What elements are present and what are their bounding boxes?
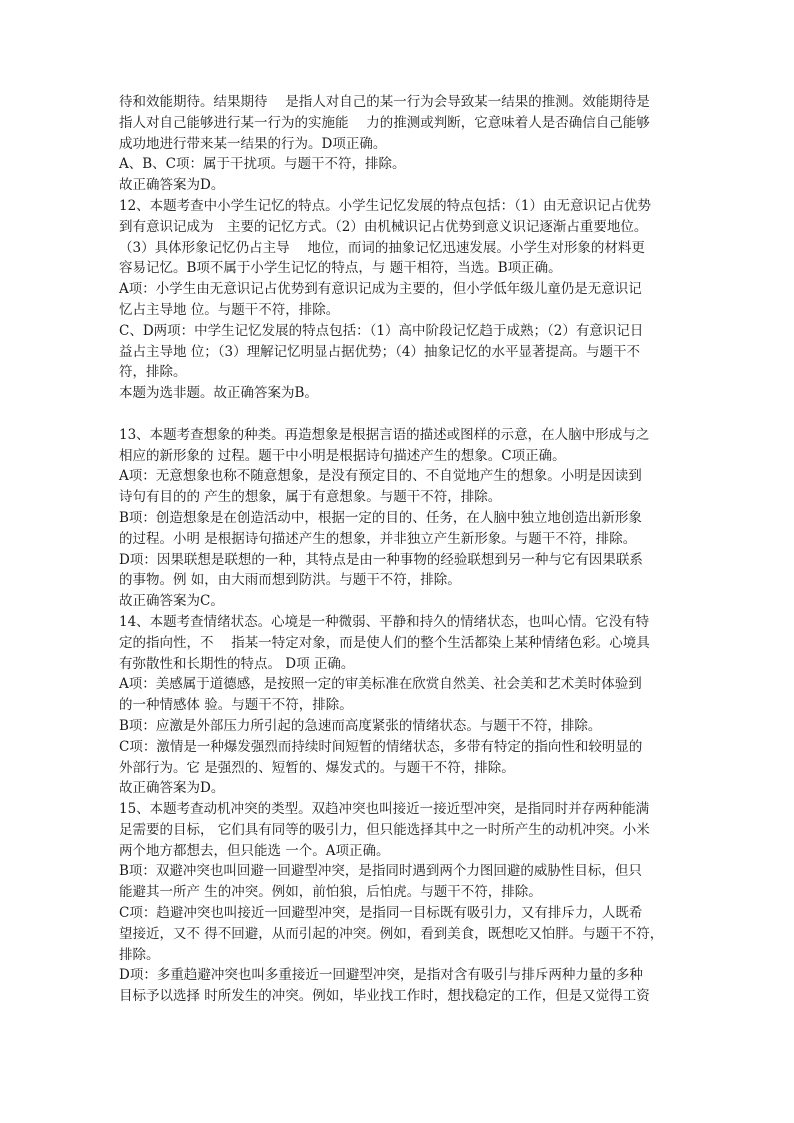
text-line: 本题为选非题。故正确答案为B。: [119, 385, 318, 402]
text-line: 益占主导地 位；（3）理解记忆明显占据优势；（4）抽象记忆的水平显著提高。与题干不: [119, 343, 640, 360]
text-line: B项：创造想象是在创造活动中，根据一定的目的、任务，在人脑中独立地创造出新形象: [119, 509, 642, 526]
text-line: 有弥散性和长期性的特点。 D项 正确。: [119, 655, 355, 672]
text-line: 13、本题考查想象的种类。再造想象是根据言语的描述或图样的示意，在人脑中形成与之: [119, 426, 650, 443]
text-line: B项：双避冲突也叫回避一回避型冲突，是指同时遇到两个力图回避的威胁性目标，但只: [119, 863, 642, 880]
text-line: C项：趋避冲突也叫接近一回避型冲突，是指同一目标既有吸引力，又有排斥力，人既希: [119, 905, 643, 922]
text-line: A、B、C项：属于干扰项。与题干不符，排除。: [119, 156, 406, 173]
text-line: D项：多重趋避冲突也叫多重接近一回避型冲突，是指对含有吸引与排斥两种力量的多种: [119, 967, 643, 984]
text-line: 忆占主导地 位。与题干不符，排除。: [119, 301, 340, 318]
text-line: A项：美感属于道德感，是按照一定的审美标准在欣赏自然美、社会美和艺术美时体验到: [119, 676, 642, 693]
text-line: 目标予以选择 时所发生的冲突。例如，毕业找工作时，想找稳定的工作，但是又觉得工资: [119, 988, 650, 1005]
text-line: 待和效能期待。结果期待 是指人对自己的某一行为会导致某一结果的推测。效能期待是: [119, 94, 650, 110]
text-line: 外部行为。它 是强烈的、短暂的、爆发式的。与题干不符，排除。: [119, 759, 515, 776]
text-line: C项：激情是一种爆发强烈而持续时间短暂的情绪状态，多带有特定的指向性和较明显的: [119, 738, 643, 755]
text-line: A项：小学生由无意识记占优势到有意识记成为主要的，但小学低年级儿童仍是无意识记: [119, 281, 642, 298]
text-line: 两个地方都想去，但只能选 一个。A项正确。: [119, 842, 390, 859]
text-line: 成功地进行带来某一结果的行为。D项正确。: [119, 135, 387, 152]
text-line: B项：应激是外部压力所引起的急速而高度紧张的情绪状态。与题干不符，排除。: [119, 717, 602, 734]
text-line: 足需要的目标， 它们具有同等的吸引力，但只能选择其中之一时所产生的动机冲突。小米: [119, 821, 650, 838]
text-line: C、D两项：中学生记忆发展的特点包括：（1）高中阶段记忆趋于成熟；（2）有意识记日: [119, 322, 644, 339]
document-body: [119, 92, 685, 1007]
text-line: D项：因果联想是联想的一种，其特点是由一种事物的经验联想到另一种与它有因果联系: [119, 551, 643, 568]
text-line: 符，排除。: [119, 364, 187, 381]
text-line: 相应的新形象的 过程。题干中小明是根据诗句描述产生的想象。C项正确。: [119, 447, 566, 464]
text-line: （3）具体形象记忆仍占主导 地位，而词的抽象记忆迅速发展。小学生对形象的材料更: [119, 239, 645, 256]
text-line: 排除。: [119, 946, 160, 963]
text-line: 能避其一所产 生的冲突。例如，前怕狼，后怕虎。与题干不符，排除。: [119, 884, 542, 901]
text-line: 诗句有目的的 产生的想象，属于有意想象。与题干不符，排除。: [119, 489, 502, 506]
text-line: 的事物。例 如，由大雨而想到防洪。与题干不符，排除。: [119, 572, 461, 589]
text-line: 故正确答案为C。: [119, 593, 224, 610]
text-line: 指人对自己能够进行某一行为的实施能 力的推测或判断，它意味着人是否确信自己能够: [119, 114, 650, 131]
text-line: 故正确答案为D。: [119, 177, 225, 194]
text-line: 容易记忆。B项不属于小学生记忆的特点，与 题干相符，当选。B项正确。: [119, 260, 562, 277]
blank-line: [119, 404, 685, 425]
text-line: A项：无意想象也称不随意想象，是没有预定目的、不自觉地产生的想象。小明是因读到: [119, 468, 642, 485]
text-line: 的一种情感体 验。与题干不符，排除。: [119, 697, 353, 714]
text-line: 的过程。小明 是根据诗句描述产生的想象，并非独立产生新形象。与题干不符，排除。: [119, 530, 637, 547]
text-line: 14、本题考查情绪状态。心境是一种微弱、平静和持久的情绪状态，也叫心情。它没有特: [119, 613, 650, 630]
text-line: 望接近，又不 得不回避，从而引起的冲突。例如，看到美食，既想吃又怕胖。与题干不符，: [119, 925, 664, 942]
text-line: 到有意识记成为 主要的记忆方式。（2）由机械识记占优势到意义识记逐渐占重要地位。: [119, 218, 648, 235]
text-line: 12、本题考查中小学生记忆的特点。小学生记忆发展的特点包括：（1）由无意识记占优势: [119, 197, 652, 214]
text-line: 故正确答案为D。: [119, 780, 225, 797]
text-line: 定的指向性，不 指某一特定对象，而是使人们的整个生活都染上某种情绪色彩。心境具: [119, 634, 650, 651]
text-line: 15、本题考查动机冲突的类型。双趋冲突也叫接近一接近型冲突，是指同时并存两种能满: [119, 801, 650, 818]
